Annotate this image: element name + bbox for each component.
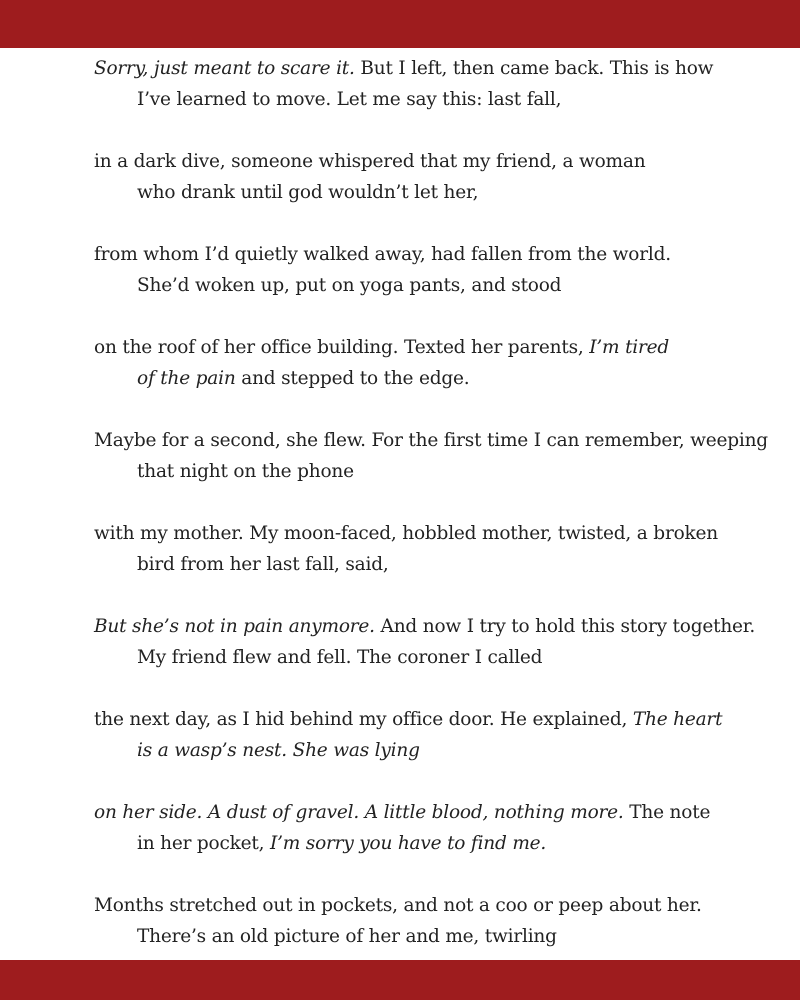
line-text: from whom I’d quietly walked away, had fallen from the world. [94, 244, 671, 265]
poem-line [94, 890, 774, 921]
line-text: bird from her last fall, said, [137, 554, 389, 575]
stanza [94, 239, 774, 301]
italic-text: The heart [632, 709, 723, 730]
line-text: My friend flew and fell. The coroner I called [137, 647, 543, 668]
italic-text: is a wasp’s nest. She was lying [137, 740, 420, 761]
poem-line [94, 332, 774, 363]
line-text: the next day, as I hid behind my office door. He explained, [94, 709, 633, 730]
line-text: The note [623, 802, 711, 823]
poem-line [94, 704, 774, 735]
line-text: I’ve learned to move. Let me say this: last fall, [137, 89, 562, 110]
poem-line [94, 53, 774, 84]
poem-line [94, 146, 774, 177]
stanza [94, 611, 774, 673]
poem-line-indented [94, 921, 774, 952]
line-text: She’d woken up, put on yoga pants, and stood [137, 275, 562, 296]
line-text: Months stretched out in pockets, and not a coo or peep about her. [94, 895, 702, 916]
italic-text: I’m sorry you have to find me. [270, 833, 547, 854]
poem-line-indented [94, 549, 774, 580]
poem-line-indented [94, 735, 774, 766]
italic-text: I’m tired [589, 337, 670, 358]
line-text: on the roof of her office building. Texted her parents, [94, 337, 590, 358]
line-text: with my mother. My moon-faced, hobbled mother, twisted, a broken [94, 523, 719, 544]
line-text: that night on the phone [137, 461, 354, 482]
footer-bar [0, 960, 800, 1000]
poem-line-indented [94, 456, 774, 487]
poem-line [94, 425, 774, 456]
stanza [94, 425, 774, 487]
poem-line [94, 518, 774, 549]
stanza [94, 332, 774, 394]
poem-line [94, 797, 774, 828]
poem-text [94, 53, 774, 983]
line-text: and stepped to the edge. [235, 368, 470, 389]
italic-text: But she’s not in pain anymore. [94, 616, 375, 637]
stanza [94, 890, 774, 952]
line-text: Maybe for a second, she flew. For the first time I can remember, weeping [94, 430, 768, 451]
line-text: But I left, then came back. This is how [354, 58, 714, 79]
stanza [94, 518, 774, 580]
line-text: in her pocket, [137, 833, 270, 854]
poem-line [94, 239, 774, 270]
poem-line-indented [94, 177, 774, 208]
italic-text: on her side. A dust of gravel. A little blood, nothing more. [94, 802, 624, 823]
stanza [94, 53, 774, 115]
italic-text: of the pain [137, 368, 236, 389]
header-bar [0, 0, 800, 48]
poem-line-indented [94, 828, 774, 859]
line-text: And now I try to hold this story together. [374, 616, 756, 637]
line-text: in a dark dive, someone whispered that my friend, a woman [94, 151, 646, 172]
poem-line-indented [94, 363, 774, 394]
line-text: There’s an old picture of her and me, twirling [137, 926, 557, 947]
poem-line-indented [94, 642, 774, 673]
stanza [94, 146, 774, 208]
poem-line-indented [94, 84, 774, 115]
stanza [94, 704, 774, 766]
line-text: who drank until god wouldn’t let her, [137, 182, 479, 203]
italic-text: Sorry, just meant to scare it. [94, 58, 355, 79]
stanza [94, 797, 774, 859]
poem-line [94, 611, 774, 642]
poem-line-indented [94, 270, 774, 301]
